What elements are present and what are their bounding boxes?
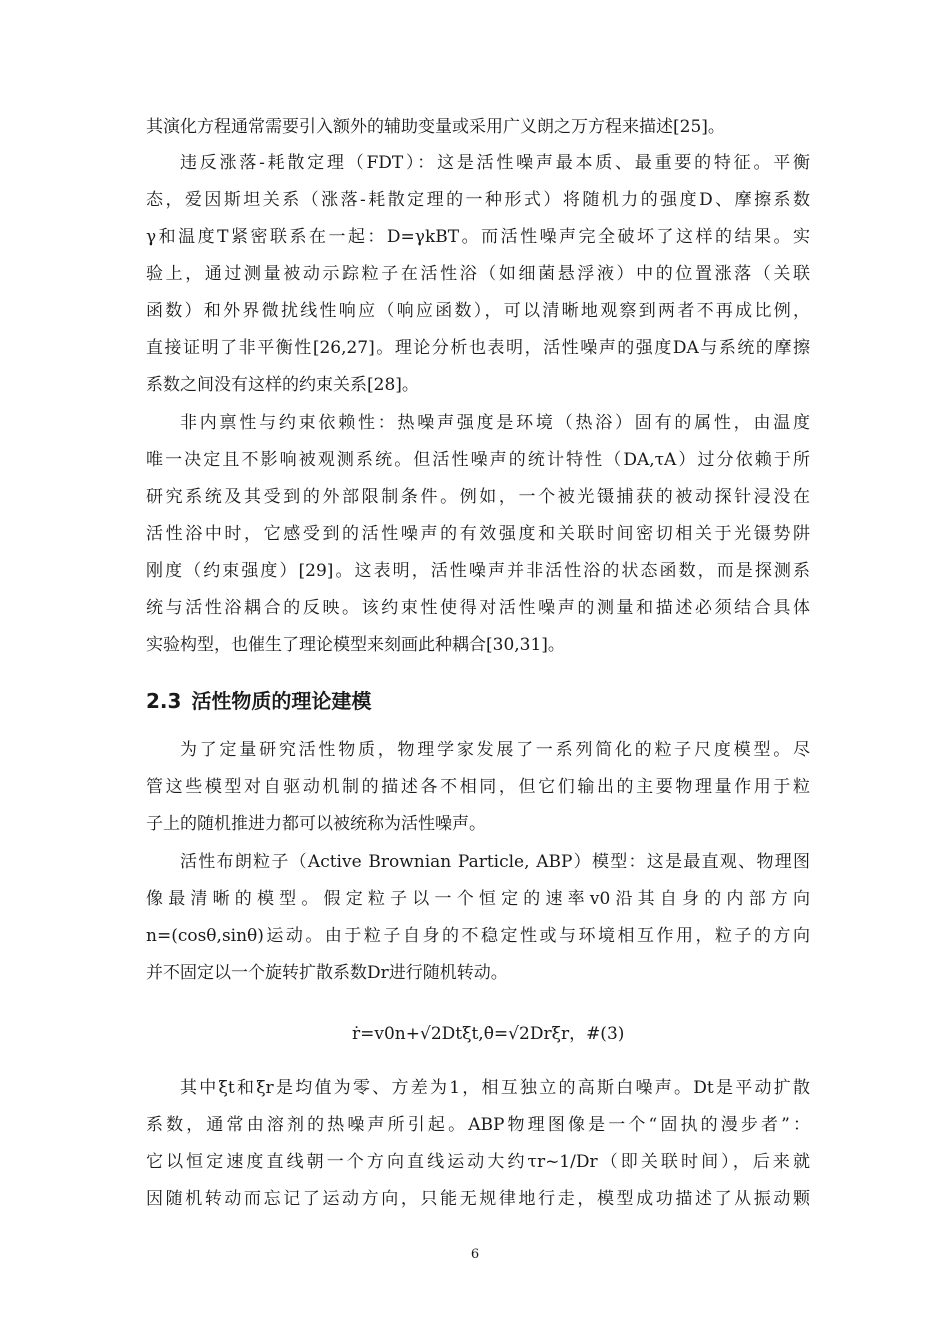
text-line: 统与活性浴耦合的反映。该约束性使得对活性噪声的测量和描述必须结合具体 <box>146 598 810 618</box>
text-line: 其中ξt和ξr是均值为零、方差为1，相互独立的高斯白噪声。Dt是平动扩散 <box>180 1078 810 1098</box>
text-line: 唯一决定且不影响被观测系统。但活性噪声的统计特性（DA,τA）过分依赖于所 <box>146 450 810 470</box>
section-heading <box>146 688 371 714</box>
text-line: 其演化方程通常需要引入额外的辅助变量或采用广义朗之万方程来描述[25]。 <box>146 117 725 137</box>
text-line: 像最清晰的模型。假定粒子以一个恒定的速率v0沿其自身的内部方向 <box>146 889 810 909</box>
text-line: 验上，通过测量被动示踪粒子在活性浴（如细菌悬浮液）中的位置涨落（关联 <box>146 264 810 284</box>
text-line: 违反涨落-耗散定理（FDT）：这是活性噪声最本质、最重要的特征。平衡 <box>180 153 810 173</box>
text-line: 实验构型，也催生了理论模型来刻画此种耦合[30,31]。 <box>146 635 565 655</box>
page-number: 6 <box>470 1247 480 1262</box>
text-line: 系数，通常由溶剂的热噪声所引起。ABP物理图像是一个“固执的漫步者”： <box>146 1115 810 1135</box>
text-line: 态，爱因斯坦关系（涨落-耗散定理的一种形式）将随机力的强度D、摩擦系数 <box>146 190 810 210</box>
text-line: γ和温度T紧密联系在一起：D=γkBT。而活性噪声完全破坏了这样的结果。实 <box>146 227 810 247</box>
text-line: 并不固定以一个旋转扩散系数Dr进行随机转动。 <box>146 963 508 983</box>
text-line: 函数）和外界微扰线性响应（响应函数），可以清晰地观察到两者不再成比例， <box>146 301 810 321</box>
section-title: 活性物质的理论建模 <box>191 689 372 713</box>
text-line: 活性浴中时，它感受到的活性噪声的有效强度和关联时间密切相关于光镊势阱 <box>146 524 810 544</box>
text-line: 研究系统及其受到的外部限制条件。例如，一个被光镊捕获的被动探针浸没在 <box>146 487 810 507</box>
text-line: 直接证明了非平衡性[26,27]。理论分析也表明，活性噪声的强度DA与系统的摩擦 <box>146 338 810 358</box>
text-line: 它以恒定速度直线朝一个方向直线运动大约τr~1/Dr（即关联时间），后来就 <box>146 1152 810 1172</box>
text-line: 管这些模型对自驱动机制的描述各不相同，但它们输出的主要物理量作用于粒 <box>146 777 810 797</box>
text-line: 非内禀性与约束依赖性：热噪声强度是环境（热浴）固有的属性，由温度 <box>180 413 810 433</box>
text-line: 刚度（约束强度）[29]。这表明，活性噪声并非活性浴的状态函数，而是探测系 <box>146 561 810 581</box>
text-line: 为了定量研究活性物质，物理学家发展了一系列简化的粒子尺度模型。尽 <box>180 740 810 760</box>
equation: ṙ=v0n+√2Dtξt,θ̇=√2Drξr，#(3) <box>352 1024 625 1044</box>
text-line: 系数之间没有这样的约束关系[28]。 <box>146 375 419 395</box>
text-line: 因随机转动而忘记了运动方向，只能无规律地行走，模型成功描述了从振动颗 <box>146 1189 810 1209</box>
text-line: 活性布朗粒子（Active Brownian Particle, ABP）模型：这是最直观、物理图 <box>180 852 810 872</box>
text-line: n=(cosθ,sinθ)运动。由于粒子自身的不稳定性或与环境相互作用，粒子的方向 <box>146 926 810 946</box>
text-line: 子上的随机推进力都可以被统称为活性噪声。 <box>146 814 486 834</box>
section-number: 2.3 <box>146 689 182 713</box>
